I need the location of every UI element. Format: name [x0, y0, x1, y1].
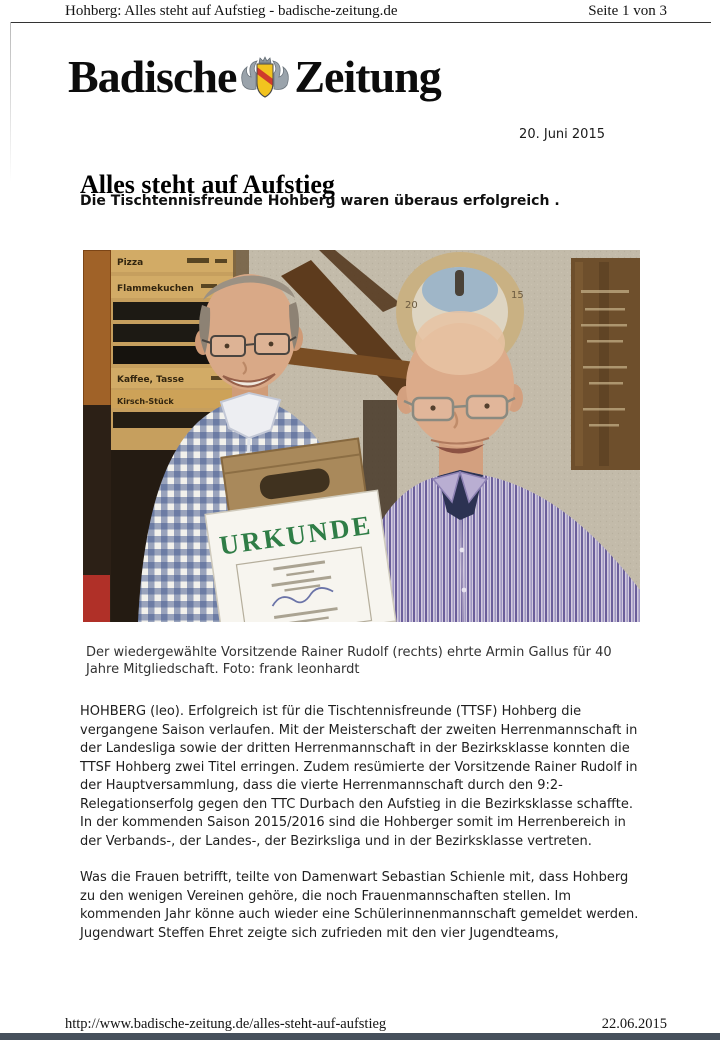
article-paragraph-2: Was die Frauen betrifft, teilte von Damenwart Sebastian Schienle mit, dass Hohberg zu den wenigen Vereinen gehöre, die noch Frauenmannschaften stellen. Im kommenden Jahr könne auch wieder eine Schülerinnenmannschaft gemeldet werden. Jugendwart Steffen Ehret zeigte sich zufrieden mit den vier Jugendteams, [80, 870, 639, 941]
menu-line-2: Flammekuchen [117, 284, 194, 294]
clock-digits-left: 20 [405, 300, 418, 311]
print-header-title: Hohberg: Alles steht auf Aufstieg - badische-zeitung.de [65, 3, 398, 19]
article-paragraph-1: HOHBERG (leo). Erfolgreich ist für die Tischtennisfreunde (TTSF) Hohberg die vergangene Saison verlaufen. Mit der Meisterschaft der zweiten Herrenmannschaft in der Landesliga sowie der dritten Herrenmannschaft in der Bezirksklasse konnten die TTSF Hohberg zwei Titel erringen. Zudem resümierte der Vorsitzende Rainer Rudolf in der Hauptversammlung, dass die vierte Herrenmannschaft durch den 9:2-Relegationserfolg gegen den TTC Durbach den Aufstieg in die Bezirksklasse schaffte. In der kommenden Saison 2015/2016 sind die Hohberger somit im Herrenbereich in der Verbands-, der Landes-, der Bezirksliga und in der Bezirksklasse vertreten. [80, 704, 638, 849]
article-photo [83, 250, 640, 622]
window-bottom-edge [0, 1033, 720, 1040]
article-date: 20. Juni 2015 [519, 127, 605, 142]
menu-line-3: Kaffee, Tasse [117, 375, 184, 385]
masthead [68, 50, 441, 103]
page-left-edge [10, 22, 11, 182]
print-header [10, 0, 711, 23]
print-footer-date: 22.06.2015 [601, 1016, 667, 1032]
menu-line-4: Kirsch-Stück [117, 397, 174, 406]
article-body [80, 703, 645, 961]
article-subheadline: Die Tischtennisfreunde Hohberg waren überaus erfolgreich . [80, 193, 560, 209]
photo-caption: Der wiedergewählte Vorsitzende Rainer Rudolf (rechts) ehrte Armin Gallus für 40 Jahre Mitgliedschaft. Foto: frank leonhardt [86, 645, 612, 677]
article-headline: Alles steht auf Aufstieg [80, 170, 335, 200]
menu-line-1: Pizza [117, 258, 144, 268]
clock-digits-right: 15 [511, 290, 524, 301]
print-footer-url: http://www.badische-zeitung.de/alles-steht-auf-aufstieg [65, 1016, 387, 1032]
photo-wood-plaque [571, 258, 640, 470]
certificate-title: URKUNDE [217, 509, 375, 561]
masthead-word-left: Badische [68, 51, 237, 102]
masthead-word-right: Zeitung [294, 51, 441, 102]
print-header-page-number: Seite 1 von 3 [588, 3, 667, 19]
badische-zeitung-crest-icon [237, 55, 293, 103]
print-footer [10, 1016, 711, 1034]
